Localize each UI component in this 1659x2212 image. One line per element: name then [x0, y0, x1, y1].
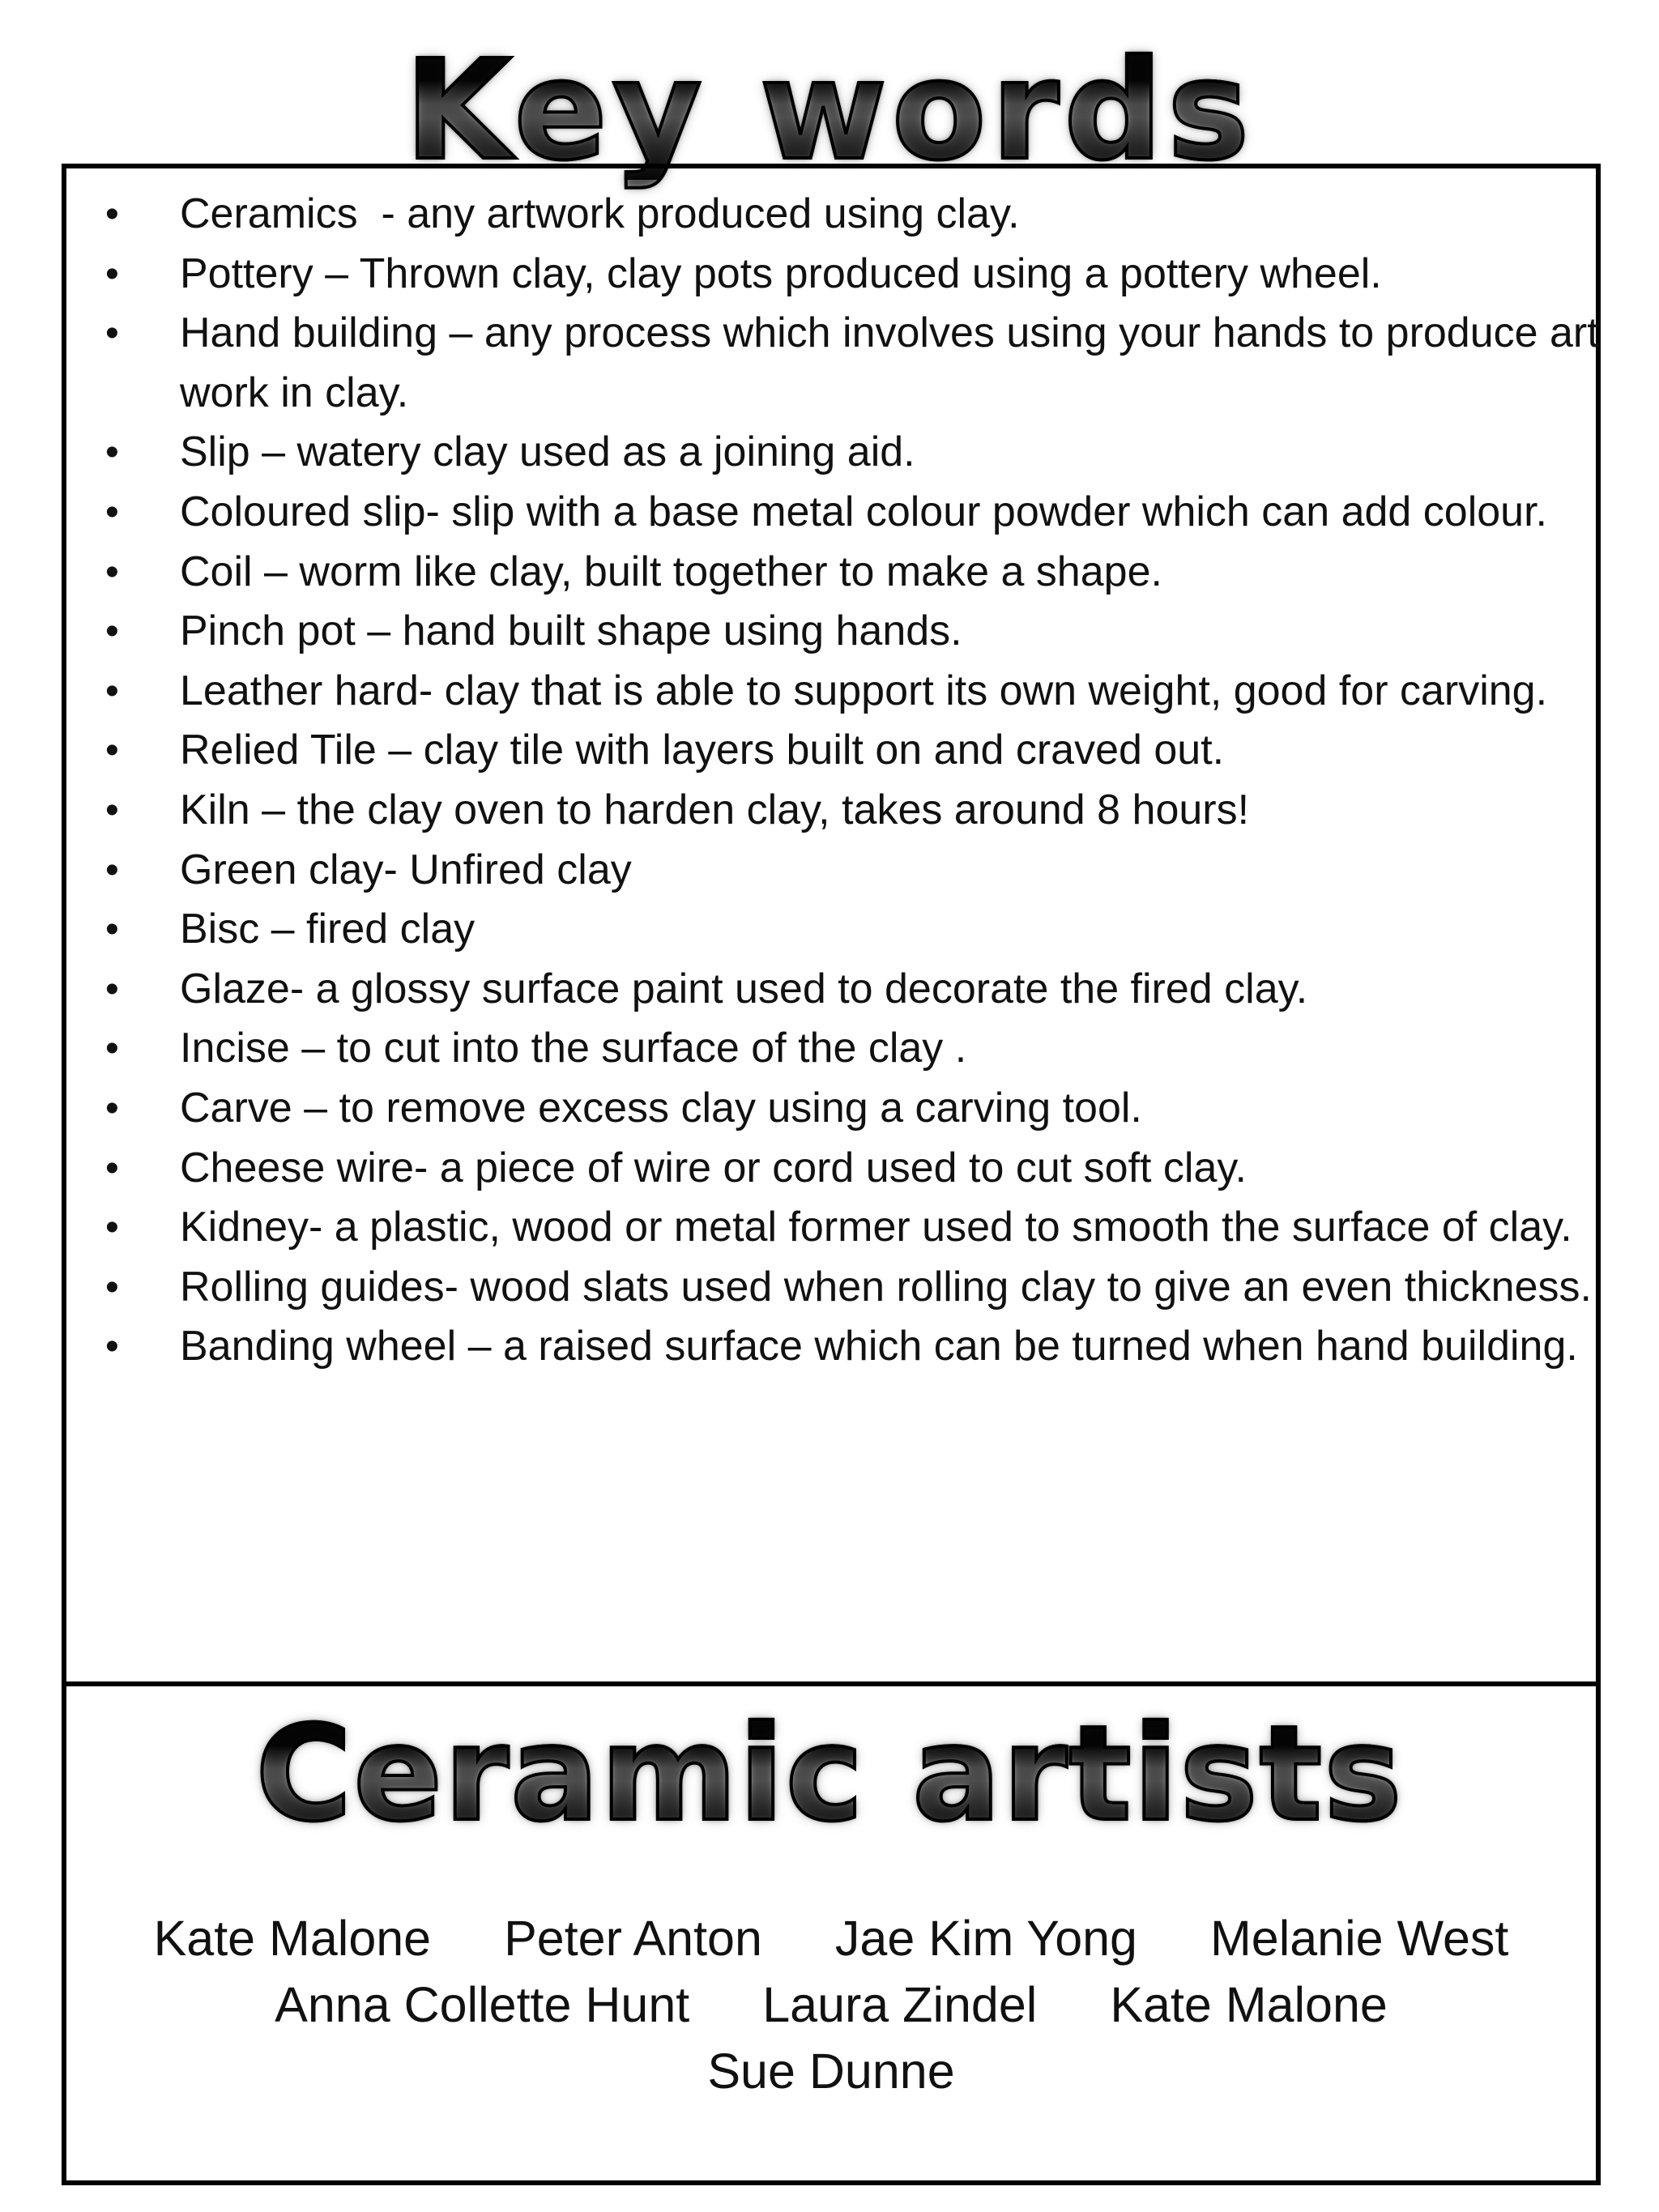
key-word-item	[105, 721, 1604, 781]
bullet-icon: •	[105, 967, 119, 1011]
key-word-text: Coil – worm like clay, built together to make a shape.	[180, 548, 1162, 595]
artist-name: Melanie West	[1209, 1911, 1509, 1966]
artist-name: Peter Anton	[504, 1911, 762, 1966]
key-word-text: Leather hard- clay that is able to support its own weight, good for carving.	[180, 667, 1548, 714]
key-word-text: Kidney- a plastic, wood or metal former used to smooth the surface of clay.	[180, 1204, 1572, 1251]
key-word-text: Hand building – any process which involves using your hands to produce art work in clay.	[180, 309, 1611, 416]
artist-line	[81, 2038, 1581, 2104]
key-word-item	[105, 781, 1604, 841]
key-word-text: Rolling guides- wood slats used when rolling clay to give an even thickness.	[180, 1263, 1592, 1311]
artist-name: Kate Malone	[1110, 1977, 1388, 2032]
ceramic-artists-title: Ceramic artists	[0, 1709, 1659, 1840]
key-word-item	[105, 304, 1611, 423]
key-word-text: Green clay- Unfired clay	[180, 846, 632, 893]
key-word-text: Relied Tile – clay tile with layers built on and craved out.	[180, 727, 1225, 774]
key-word-text: Pinch pot – hand built shape using hands.	[180, 607, 962, 655]
artist-names	[81, 1905, 1581, 2104]
key-word-text: Kiln – the clay oven to harden clay, takes around 8 hours!	[180, 786, 1250, 833]
bullet-icon: •	[105, 788, 119, 832]
key-word-text: Pottery – Thrown clay, clay pots produced using a pottery wheel.	[180, 249, 1382, 297]
key-word-text: Cheese wire- a piece of wire or cord used to cut soft clay.	[180, 1144, 1247, 1191]
key-word-text: Incise – to cut into the surface of the clay .	[180, 1025, 967, 1072]
key-word-item	[105, 1317, 1604, 1377]
bullet-icon: •	[105, 1325, 119, 1369]
bullet-icon: •	[105, 1206, 119, 1250]
key-word-text: Coloured slip- slip with a base metal colour powder which can add colour.	[180, 488, 1547, 535]
key-word-item	[105, 543, 1604, 603]
key-word-item	[105, 1139, 1604, 1199]
key-word-text: Carve – to remove excess clay using a carving tool.	[180, 1084, 1142, 1132]
bullet-icon: •	[105, 193, 119, 236]
bullet-icon: •	[105, 908, 119, 952]
bullet-icon: •	[105, 1027, 119, 1071]
artist-line	[81, 1971, 1581, 2038]
key-word-text: Bisc – fired clay	[180, 906, 476, 953]
bullet-icon: •	[105, 848, 119, 892]
bullet-icon: •	[105, 1146, 119, 1190]
bullet-icon: •	[105, 252, 119, 296]
key-words-list	[105, 185, 1611, 1377]
key-word-text: Glaze- a glossy surface paint used to decorate the fired clay.	[180, 965, 1308, 1012]
bullet-icon: •	[105, 490, 119, 534]
key-word-item	[105, 602, 1604, 662]
key-word-item	[105, 1258, 1604, 1318]
bullet-icon: •	[105, 1086, 119, 1130]
key-words-title: Key words	[0, 42, 1659, 180]
key-word-item	[105, 185, 1604, 245]
key-word-text: Ceramics - any artwork produced using clay.	[180, 190, 1020, 237]
bullet-icon: •	[105, 312, 119, 356]
artist-name: Laura Zindel	[762, 1977, 1038, 2032]
artist-name: Kate Malone	[153, 1911, 432, 1966]
artist-name: Anna Collette Hunt	[275, 1977, 690, 2032]
bullet-icon: •	[105, 550, 119, 594]
key-word-item	[105, 841, 1604, 901]
key-word-item	[105, 900, 1604, 960]
bullet-icon: •	[105, 610, 119, 654]
bullet-icon: •	[105, 669, 119, 713]
bullet-icon: •	[105, 431, 119, 475]
key-word-item	[105, 1019, 1604, 1079]
key-word-item	[105, 960, 1604, 1020]
key-word-item	[105, 662, 1604, 722]
key-word-item	[105, 245, 1604, 305]
bullet-icon: •	[105, 729, 119, 773]
key-word-item	[105, 423, 1604, 483]
artist-line	[81, 1905, 1581, 1971]
key-word-text: Slip – watery clay used as a joining aid.	[180, 428, 915, 476]
key-word-item	[105, 1198, 1604, 1258]
artist-name: Sue Dunne	[707, 2044, 955, 2099]
bullet-icon: •	[105, 1265, 119, 1309]
key-word-item	[105, 483, 1604, 543]
key-word-text: Banding wheel – a raised surface which can be turned when hand building.	[180, 1323, 1578, 1370]
key-word-item	[105, 1079, 1604, 1139]
artist-name: Jae Kim Yong	[834, 1911, 1137, 1966]
